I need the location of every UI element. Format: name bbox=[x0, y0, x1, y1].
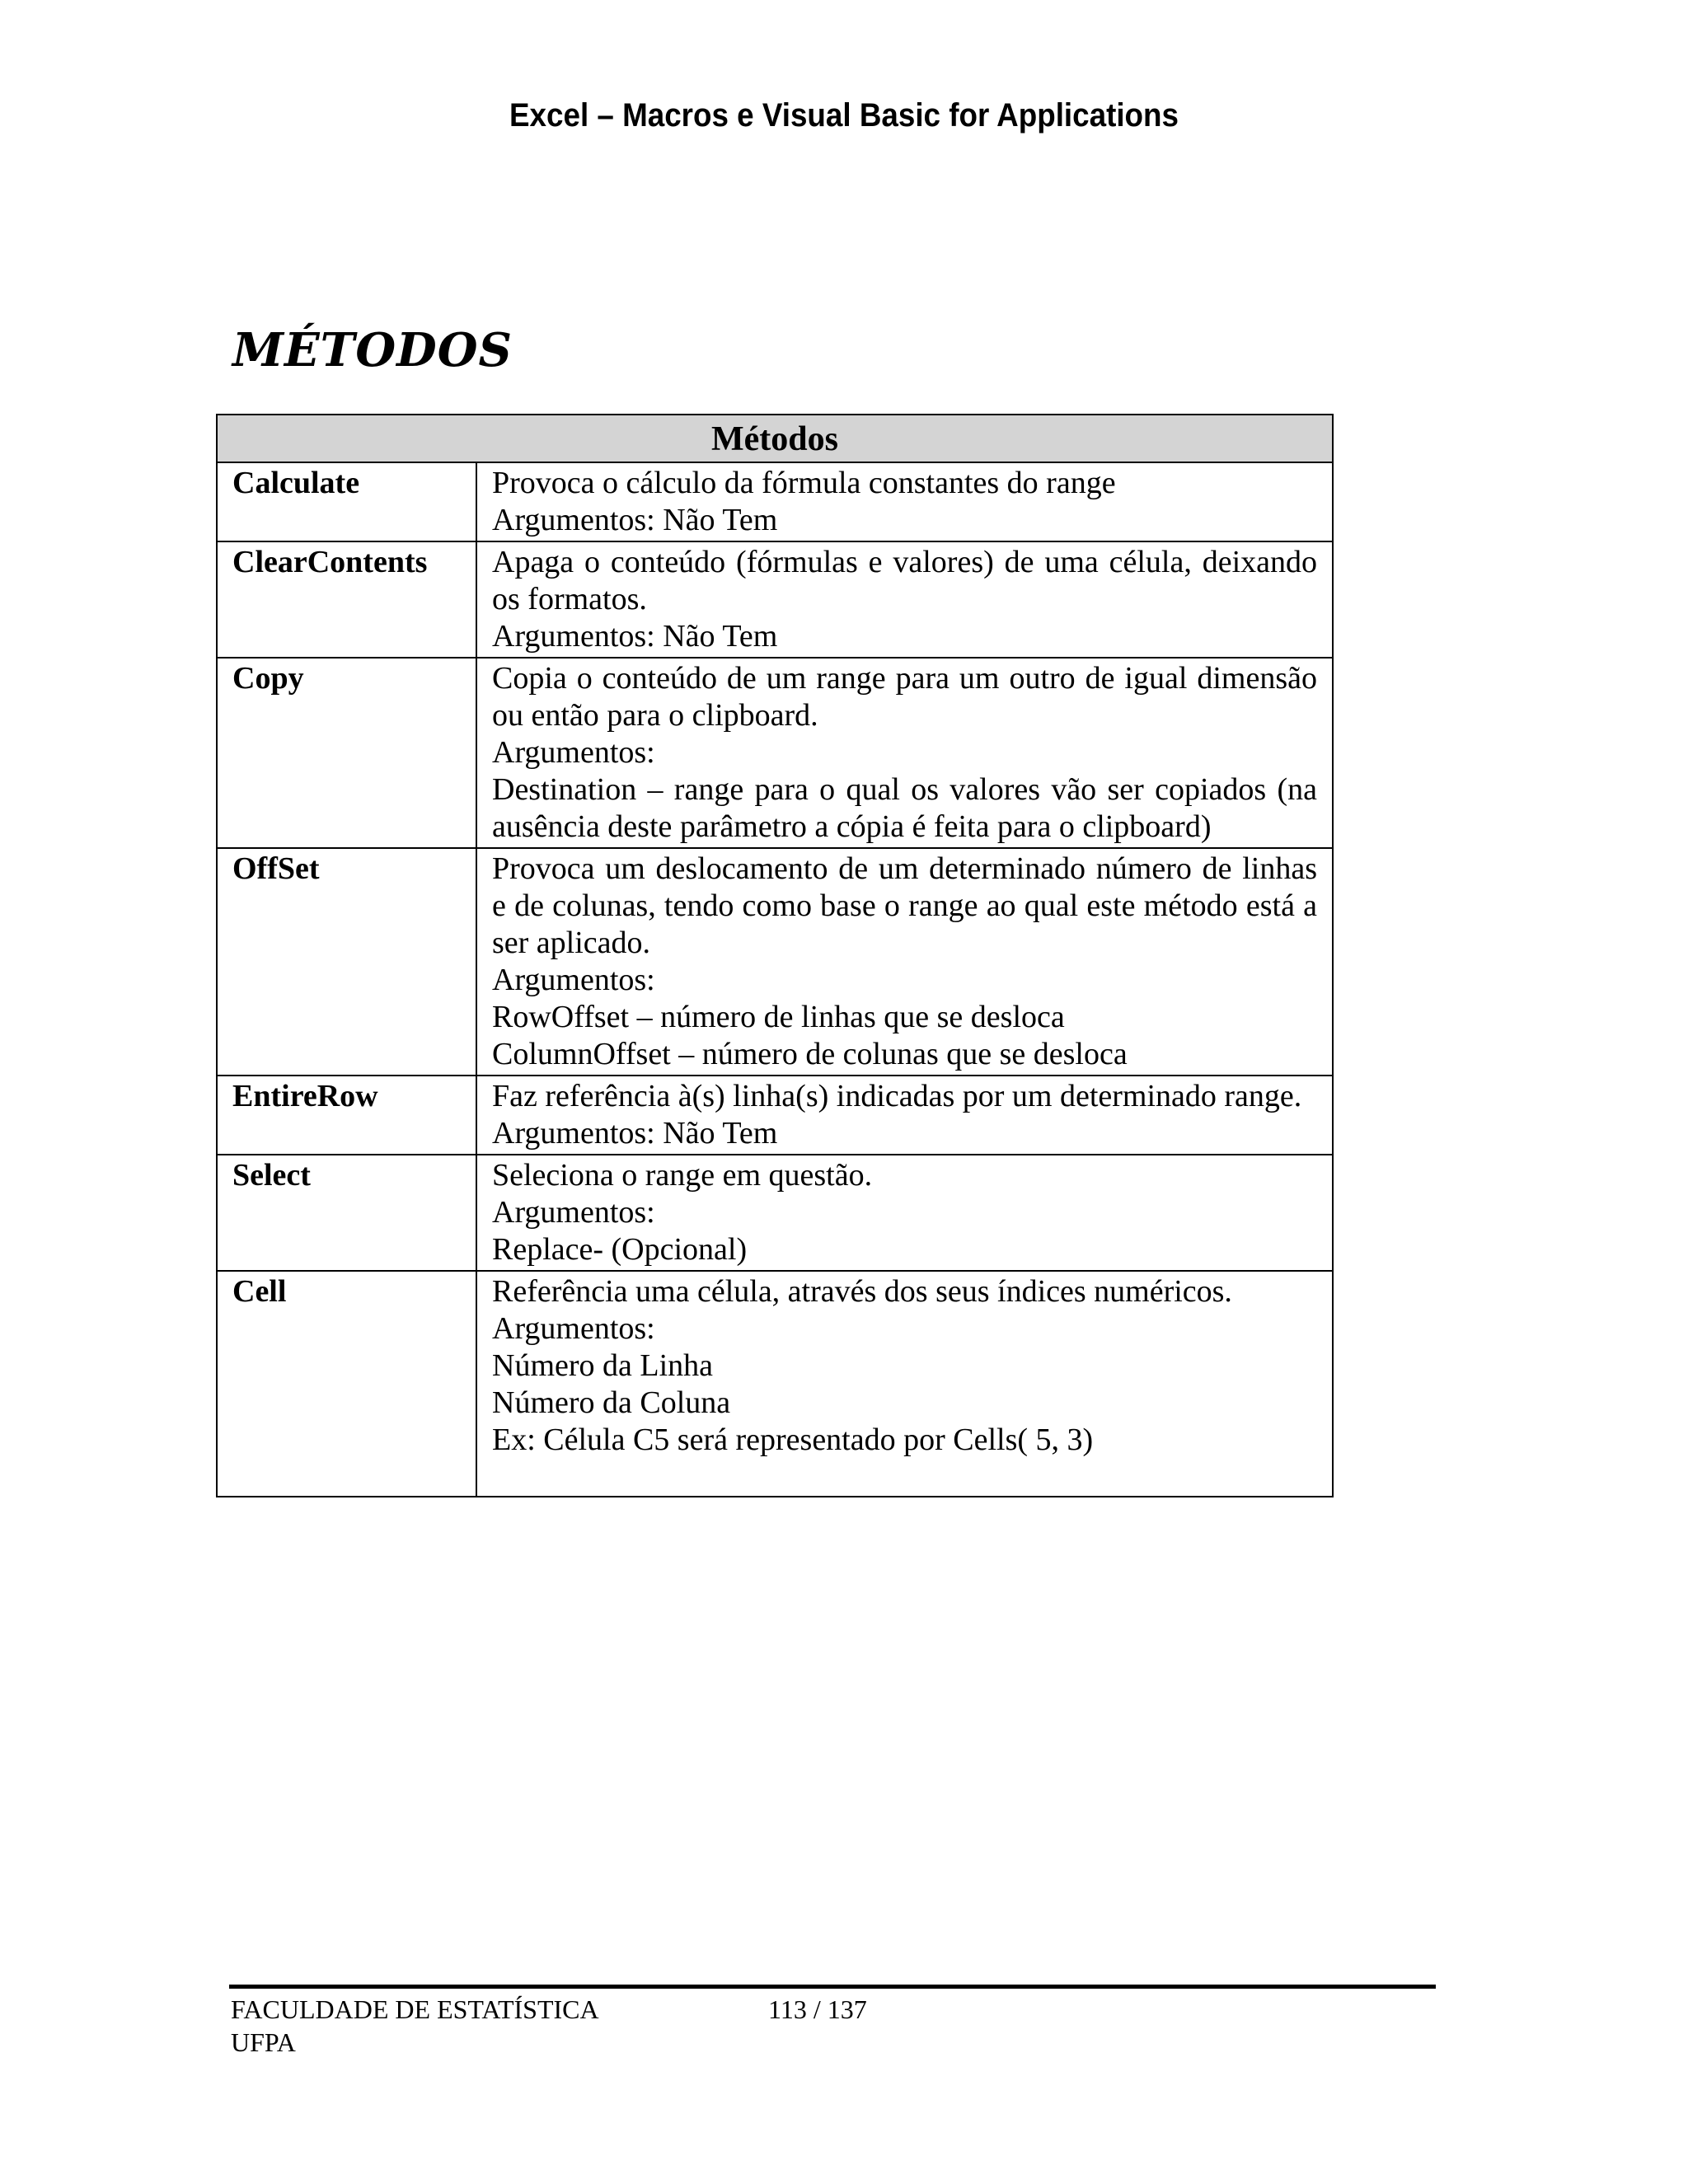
description-line: Argumentos: bbox=[492, 735, 655, 770]
description-line: Seleciona o range em questão. bbox=[492, 1158, 873, 1193]
description-line: Argumentos: bbox=[492, 1195, 655, 1230]
description-line: Argumentos: Não Tem bbox=[492, 619, 778, 654]
description-line: Replace- (Opcional) bbox=[492, 1232, 748, 1267]
method-description bbox=[476, 541, 1333, 658]
method-name: EntireRow bbox=[217, 1076, 476, 1155]
description-line: Destination – range para o qual os valores vão ser copiados (na ausência deste parâmetro a cópia é feita para o clipboard) bbox=[492, 772, 1317, 844]
description-line: Referência uma célula, através dos seus índices numéricos. bbox=[492, 1274, 1232, 1309]
description-line: Copia o conteúdo de um range para um outro de igual dimensão ou então para o clipboard. bbox=[492, 661, 1317, 733]
description-line: Provoca um deslocamento de um determinado número de linhas e de colunas, tendo como base o range ao qual este método está a ser aplicado. bbox=[492, 851, 1317, 960]
description-line: RowOffset – número de linhas que se desloca bbox=[492, 1000, 1065, 1034]
footer-institution bbox=[231, 1993, 599, 2059]
method-description bbox=[476, 462, 1333, 541]
table-caption: Métodos bbox=[217, 415, 1333, 462]
footer-university: UFPA bbox=[231, 2027, 296, 2057]
description-line: Argumentos: bbox=[492, 963, 655, 997]
page-header-title: Excel – Macros e Visual Basic for Applications bbox=[509, 97, 1179, 134]
section-heading: MÉTODOS bbox=[232, 323, 513, 377]
description-line: Apaga o conteúdo (fórmulas e valores) de uma célula, deixando os formatos. bbox=[492, 545, 1317, 616]
description-line: Argumentos: bbox=[492, 1311, 655, 1346]
footer-faculty: FACULDADE DE ESTATÍSTICA bbox=[231, 1994, 599, 2024]
description-line: Ex: Célula C5 será representado por Cells( 5, 3) bbox=[492, 1422, 1094, 1457]
table-row bbox=[217, 462, 1333, 541]
table-row bbox=[217, 1076, 1333, 1155]
description-line: Número da Linha bbox=[492, 1348, 714, 1383]
description-line: Argumentos: Não Tem bbox=[492, 503, 778, 537]
method-description bbox=[476, 658, 1333, 848]
description-line: ColumnOffset – número de colunas que se desloca bbox=[492, 1037, 1128, 1071]
method-description bbox=[476, 1155, 1333, 1271]
method-name: Calculate bbox=[217, 462, 476, 541]
method-description bbox=[476, 1076, 1333, 1155]
table-row bbox=[217, 658, 1333, 848]
method-name: Select bbox=[217, 1155, 476, 1271]
table-row bbox=[217, 541, 1333, 658]
method-name: Copy bbox=[217, 658, 476, 848]
method-name: Cell bbox=[217, 1271, 476, 1497]
description-line: Provoca o cálculo da fórmula constantes do range bbox=[492, 466, 1116, 500]
table-row bbox=[217, 1271, 1333, 1497]
method-name: ClearContents bbox=[217, 541, 476, 658]
description-line: Argumentos: Não Tem bbox=[492, 1116, 778, 1151]
page-number: 113 / 137 bbox=[768, 1994, 867, 2024]
method-description bbox=[476, 848, 1333, 1076]
methods-table bbox=[216, 414, 1334, 1497]
method-name: OffSet bbox=[217, 848, 476, 1076]
description-line: Faz referência à(s) linha(s) indicadas por um determinado range. bbox=[492, 1079, 1302, 1113]
table-header-row bbox=[217, 415, 1333, 462]
footer-divider bbox=[229, 1985, 1436, 1989]
table-row bbox=[217, 848, 1333, 1076]
method-description bbox=[476, 1271, 1333, 1497]
description-line: Número da Coluna bbox=[492, 1385, 731, 1420]
table-row bbox=[217, 1155, 1333, 1271]
